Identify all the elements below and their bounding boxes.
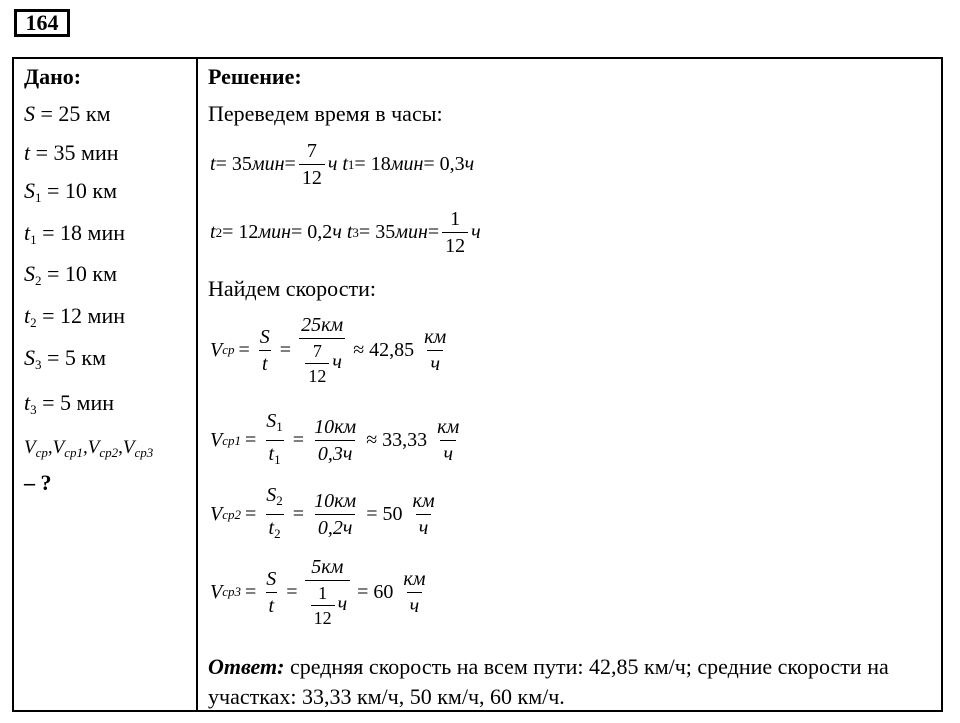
given-item: t = 35 мин — [24, 140, 119, 165]
formula-speed-avg: V ср = $\frac{S}{t}$ = 25км $\frac{7}{12}$ ч ≈ 42,85 $\frac{км}{ч}$ — [210, 314, 447, 386]
find-question: – ? — [24, 470, 52, 495]
formula-speed-3: V ср3 = $\frac{S}{t}$ = 5км $\frac{1}{12}$ ч = 60 $\frac{км}{ч}$ — [210, 556, 426, 628]
column-divider — [196, 57, 198, 712]
given-item: S = 25 км — [24, 101, 111, 126]
text-convert-time: Переведем время в часы: — [208, 101, 443, 126]
given-item: $S_1 = 10$ км — [24, 178, 118, 205]
problem-number: 164 — [14, 9, 70, 37]
formula-time-2: t 2 = 12 мин = 0,2 ч t 3 = 35 мин = $\frac{1}{12}$ ч — [210, 208, 481, 257]
solution-table — [12, 57, 943, 712]
fraction: $\frac{1}{12}$ — [442, 208, 468, 257]
given-item: $S_3 = 5$ км — [24, 345, 107, 372]
given-item: $t_2 = 12$ мин — [24, 303, 126, 330]
formula-speed-1: V ср1 = $\frac{S_1}{t_1}$ = $\frac{10км}{0,3ч}$ ≈ 33,33 $\frac{км}{ч}$ — [210, 410, 465, 471]
fraction: $\frac{7}{12}$ — [299, 140, 325, 189]
given-item: $S_2 = 10$ км — [24, 261, 118, 288]
given-header: Дано: — [24, 64, 82, 89]
text-find-speeds: Найдем скорости: — [208, 276, 376, 301]
solution-header: Решение: — [208, 64, 302, 89]
answer-text: средняя скорость на всем пути: 42,85 км/ч; средние скорости на участках: 33,33 км/ч, 50 км/ч, 60 км/ч. — [208, 654, 889, 709]
formula-speed-2: V ср2 = $\frac{S_2}{t_2}$ = $\frac{10км}{0,2ч}$ = 50 $\frac{км}{ч}$ — [210, 484, 441, 545]
answer — [208, 652, 928, 712]
answer-label: Ответ: — [208, 654, 285, 679]
formula-time-1: t = 35 мин = $\frac{7}{12}$ ч t 1 = 18 мин = 0,3 ч — [210, 140, 475, 189]
find-list: $V_{ср},V_{ср1},V_{ср2},V_{ср3}$ — [24, 437, 154, 460]
given-item: $t_3 = 5$ мин — [24, 390, 115, 417]
given-item: $t_1 = 18$ мин — [24, 220, 126, 247]
